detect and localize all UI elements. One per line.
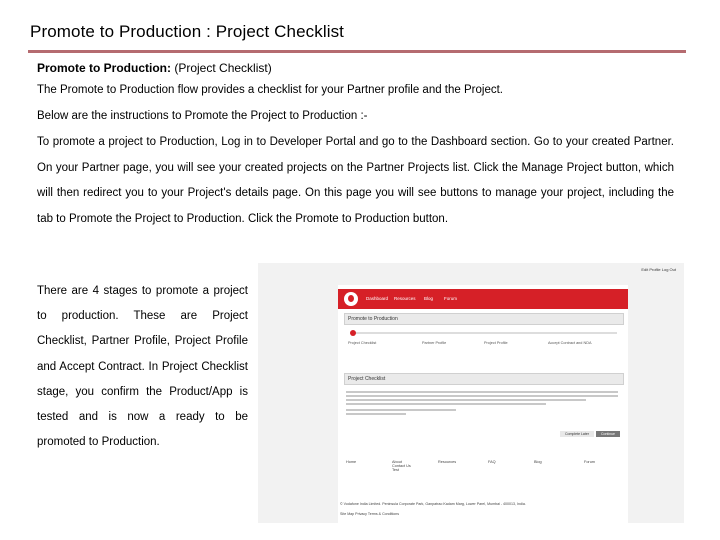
footer-address: © Vodafone India Limited. Peninsula Corporate Park, Ganpatrao Kadam Marg, Lower Parel, Mumbai - 400013, India. — [340, 502, 526, 506]
progress-track — [352, 332, 617, 334]
section-subtitle — [37, 61, 272, 75]
instructions-heading: Below are the instructions to Promote the Project to Production :- — [37, 110, 368, 122]
text-line — [346, 403, 546, 405]
page-title: Promote to Production : Project Checklist — [30, 22, 345, 41]
screenshot-header: Promote to Production — [348, 316, 398, 322]
text-line — [346, 395, 618, 397]
screenshot-frame — [338, 285, 628, 523]
continue-button: Continue — [596, 431, 620, 437]
text-line — [346, 399, 586, 401]
nav-forum: Forum — [444, 296, 458, 301]
screenshot-section: Project Checklist — [348, 376, 386, 382]
footer-col: FAQ — [488, 460, 496, 464]
screenshot-nav-bar — [338, 289, 628, 309]
footer-links: Site Map Privacy Terms & Conditions — [340, 512, 400, 516]
stages-text: There are 4 stages to promote a project to production. These are Project Checklist, Partner Profile, Project Profile and Accept Contract. In Project Checklist stage, you confirm the Product/App is tested and is now a ready to be promoted to Production. — [37, 285, 248, 449]
step-1: Project Checklist — [348, 341, 377, 345]
footer-col: Home — [346, 460, 357, 464]
title-underline — [28, 50, 686, 53]
nav-blog: Blog — [424, 296, 434, 301]
step-3: Project Profile — [484, 341, 508, 345]
text-line — [346, 391, 618, 393]
portal-screenshot — [258, 263, 684, 523]
complete-later-button: Complete Later — [560, 431, 594, 437]
nav-resources: Resources — [394, 296, 416, 301]
screenshot-header-bar — [344, 313, 624, 325]
footer-col: Blog — [534, 460, 542, 464]
intro-text: The Promote to Production flow provides a checklist for your Partner profile and the Project. — [37, 84, 503, 96]
footer-col: About Contact Us Test — [392, 460, 411, 472]
footer-col: Forum — [584, 460, 595, 464]
screenshot-section-bar — [344, 373, 624, 385]
subtitle-bold: Promote to Production: — [37, 61, 171, 75]
instructions-paragraph: To promote a project to Production, Log in to Developer Portal and go to the Dashboard section. Go to your created Partner. On your Partner page, you will see your created projects on the Partner Projects list. Click the Manage Project button, which will then redirect you to your Project's details page. On this page you will see buttons to manage your project, including the tab to Promote the Project to Production. Click the Promote to Production button. — [37, 136, 674, 225]
screenshot-top-links: Edit Profile Log Out — [641, 267, 676, 272]
subtitle-paren: (Project Checklist) — [174, 61, 272, 75]
footer-col: Resources — [438, 460, 457, 464]
text-line — [346, 409, 456, 411]
step-2: Partner Profile — [422, 341, 447, 345]
vodafone-logo-icon — [344, 292, 358, 306]
nav-dashboard: Dashboard — [366, 296, 389, 301]
step-4: Accept Contract and NDA — [548, 341, 592, 345]
text-line — [346, 413, 406, 415]
progress-dot — [350, 330, 356, 336]
